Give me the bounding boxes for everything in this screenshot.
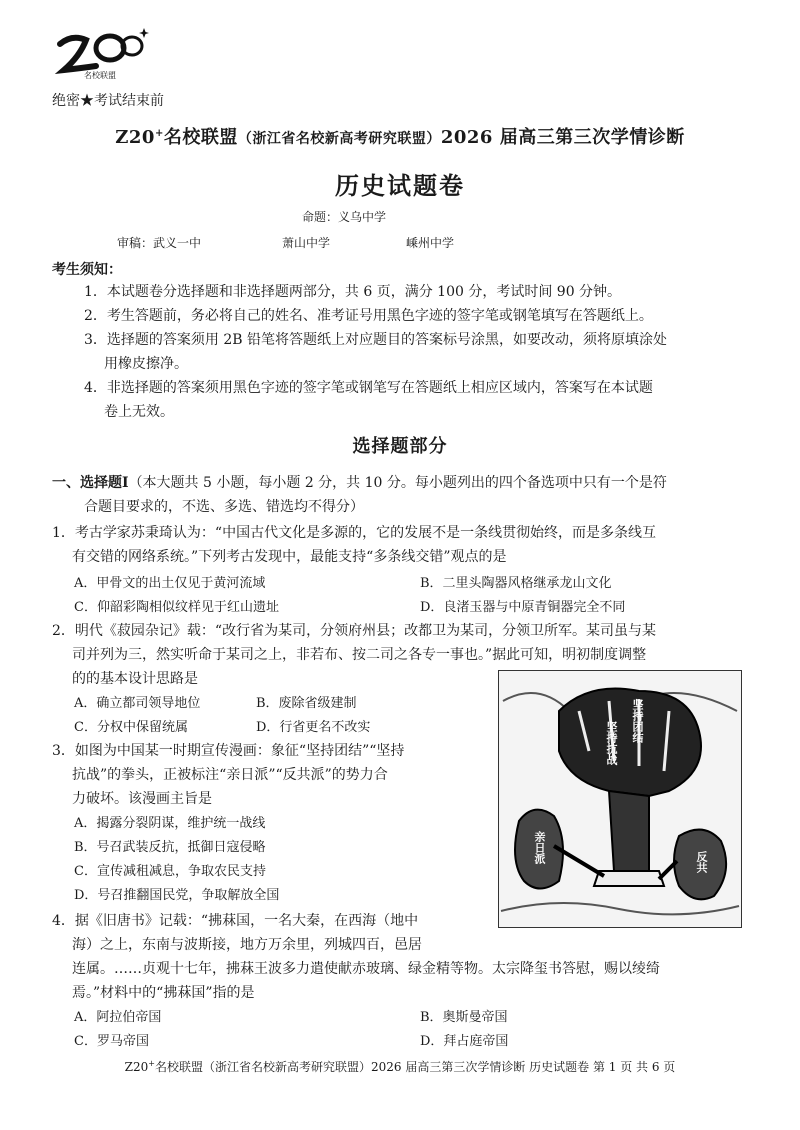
q3-option-c: C．宣传减租减息，争取农民支持 — [74, 864, 266, 879]
title-rest: 2026 届高三第三次学情诊断 — [440, 127, 685, 148]
q4-option-b: B．奥斯曼帝国 — [420, 1010, 508, 1025]
reviewer-1: 审稿：武义一中 — [117, 236, 202, 250]
title-prefix: Z20 — [115, 127, 155, 148]
propaganda-cartoon — [498, 670, 742, 928]
q4-stem-3: 连属。……贞观十七年，拂菻王波多力遣使献赤玻璃、绿金精等物。太宗降玺书答慰，赐以绫绮 — [72, 961, 660, 977]
q2-option-a: A．确立都司领导地位 — [74, 696, 201, 711]
q3-stem-2: 抗战”的拳头，正被标注“亲日派”“反共派”的势力合 — [72, 767, 388, 783]
q3-option-b: B．号召武装反抗，抵御日寇侵略 — [74, 840, 266, 855]
cartoon-label: 坚持团结 — [631, 699, 644, 743]
q3-stem: 3．如图为中国某一时期宣传漫画：象征“坚持团结”“坚持 — [52, 743, 405, 759]
cartoon-fist-icon — [499, 671, 741, 927]
footer-prefix: Z20 — [124, 1060, 149, 1074]
q3-option-a: A．揭露分裂阴谋，维护统一战线 — [74, 816, 266, 831]
notice-heading: 考生须知： — [52, 262, 122, 278]
part-instructions — [52, 472, 667, 492]
q2-option-d: D．行省更名不改实 — [256, 720, 371, 735]
q4-stem-4: 焉。”材料中的“拂菻国”指的是 — [72, 985, 255, 1001]
q1-option-d: D．良渚玉器与中原青铜器完全不同 — [420, 600, 626, 615]
notice-item: 4．非选择题的答案须用黑色字迹的签字笔或钢笔写在答题纸上相应区域内，答案写在本试题 — [84, 380, 653, 396]
author-line: 命题：义乌中学 — [302, 210, 387, 224]
part-instructions-2: 合题目要求的，不选、多选、错选均不得分） — [84, 499, 364, 515]
part-text: （本大题共 5 小题，每小题 2 分，共 10 分。每小题列出的四个备选项中只有一个是符 — [128, 475, 667, 491]
q1-stem-2: 有交错的网络系统。”下列考古发现中，最能支持“多条线交错”观点的是 — [72, 549, 507, 565]
q2-stem-3: 的的基本设计思路是 — [72, 671, 198, 687]
cartoon-label: 亲日派 — [533, 831, 546, 864]
q3-option-d: D．号召推翻国民党，争取解放全国 — [74, 888, 280, 903]
title-paren: （浙江省名校新高考研究联盟） — [237, 131, 441, 147]
reviewer-2: 萧山中学 — [282, 236, 331, 250]
q4-option-a: A．阿拉伯帝国 — [74, 1010, 162, 1025]
cartoon-label: 反共 — [695, 851, 708, 873]
q1-option-c: C．仰韶彩陶相似纹样见于红山遗址 — [74, 600, 279, 615]
q4-stem: 4．据《旧唐书》记载：“拂菻国，一名大秦，在西海（地中 — [52, 913, 419, 929]
page-footer — [0, 1058, 800, 1075]
reviewer-3: 嵊州中学 — [406, 236, 455, 250]
q1-option-b: B．二里头陶器风格继承龙山文化 — [420, 576, 612, 591]
q2-option-b: B．废除省级建制 — [256, 696, 357, 711]
confidential-label: 绝密★考试结束前 — [52, 93, 164, 109]
footer-text: 名校联盟（浙江省名校新高考研究联盟）2026 届高三第三次学情诊断 历史试题卷 第 1 页 共 6 页 — [154, 1060, 676, 1074]
q2-option-c: C．分权中保留统属 — [74, 720, 188, 735]
q1-stem: 1．考古学家苏秉琦认为：“中国古代文化是多源的，它的发展不是一条线贯彻始终，而是多条线互 — [52, 525, 657, 541]
subject-title: 历史试题卷 — [335, 171, 465, 200]
logo-caption: 名校联盟 — [84, 71, 116, 80]
notice-item: 2．考生答题前，务必将自己的姓名、准考证号用黑色字迹的签字笔或钢笔填写在答题纸上。 — [84, 308, 653, 324]
cartoon-label: 坚持抗战 — [605, 721, 618, 765]
notice-item: 卷上无效。 — [104, 404, 174, 420]
notice-item: 1．本试题卷分选择题和非选择题两部分，共 6 页，满分 100 分，考试时间 90 分钟。 — [84, 284, 622, 300]
q3-stem-3: 力破坏。该漫画主旨是 — [72, 791, 212, 807]
q4-stem-2: 海）之上，东南与波斯接，地方万余里，列城四百，邑居 — [72, 937, 422, 953]
title-main: 名校联盟 — [163, 127, 238, 148]
footer-sup: + — [148, 1059, 155, 1068]
part-label: 一、选择题Ⅰ — [52, 475, 129, 491]
q4-option-c: C．罗马帝国 — [74, 1034, 149, 1049]
q2-stem-2: 司并列为三，然实听命于某司之上，非若布、按二司之各专一事也。”据此可知，明初制度调整 — [72, 647, 647, 663]
exam-title — [0, 123, 800, 149]
notice-item: 用橡皮擦净。 — [104, 356, 188, 372]
q4-option-d: D．拜占庭帝国 — [420, 1034, 509, 1049]
title-sup: + — [154, 128, 164, 139]
notice-item: 3．选择题的答案须用 2B 铅笔将答题纸上对应题目的答案标号涂黑，如要改动，须将原填涂处 — [84, 332, 668, 348]
section-title: 选择题部分 — [352, 436, 448, 457]
q2-stem: 2．明代《菽园杂记》载：“改行省为某司，分领府州县；改都卫为某司，分领卫所军。某司虽与某 — [52, 623, 657, 639]
q1-option-a: A．甲骨文的出土仅见于黄河流域 — [74, 576, 266, 591]
